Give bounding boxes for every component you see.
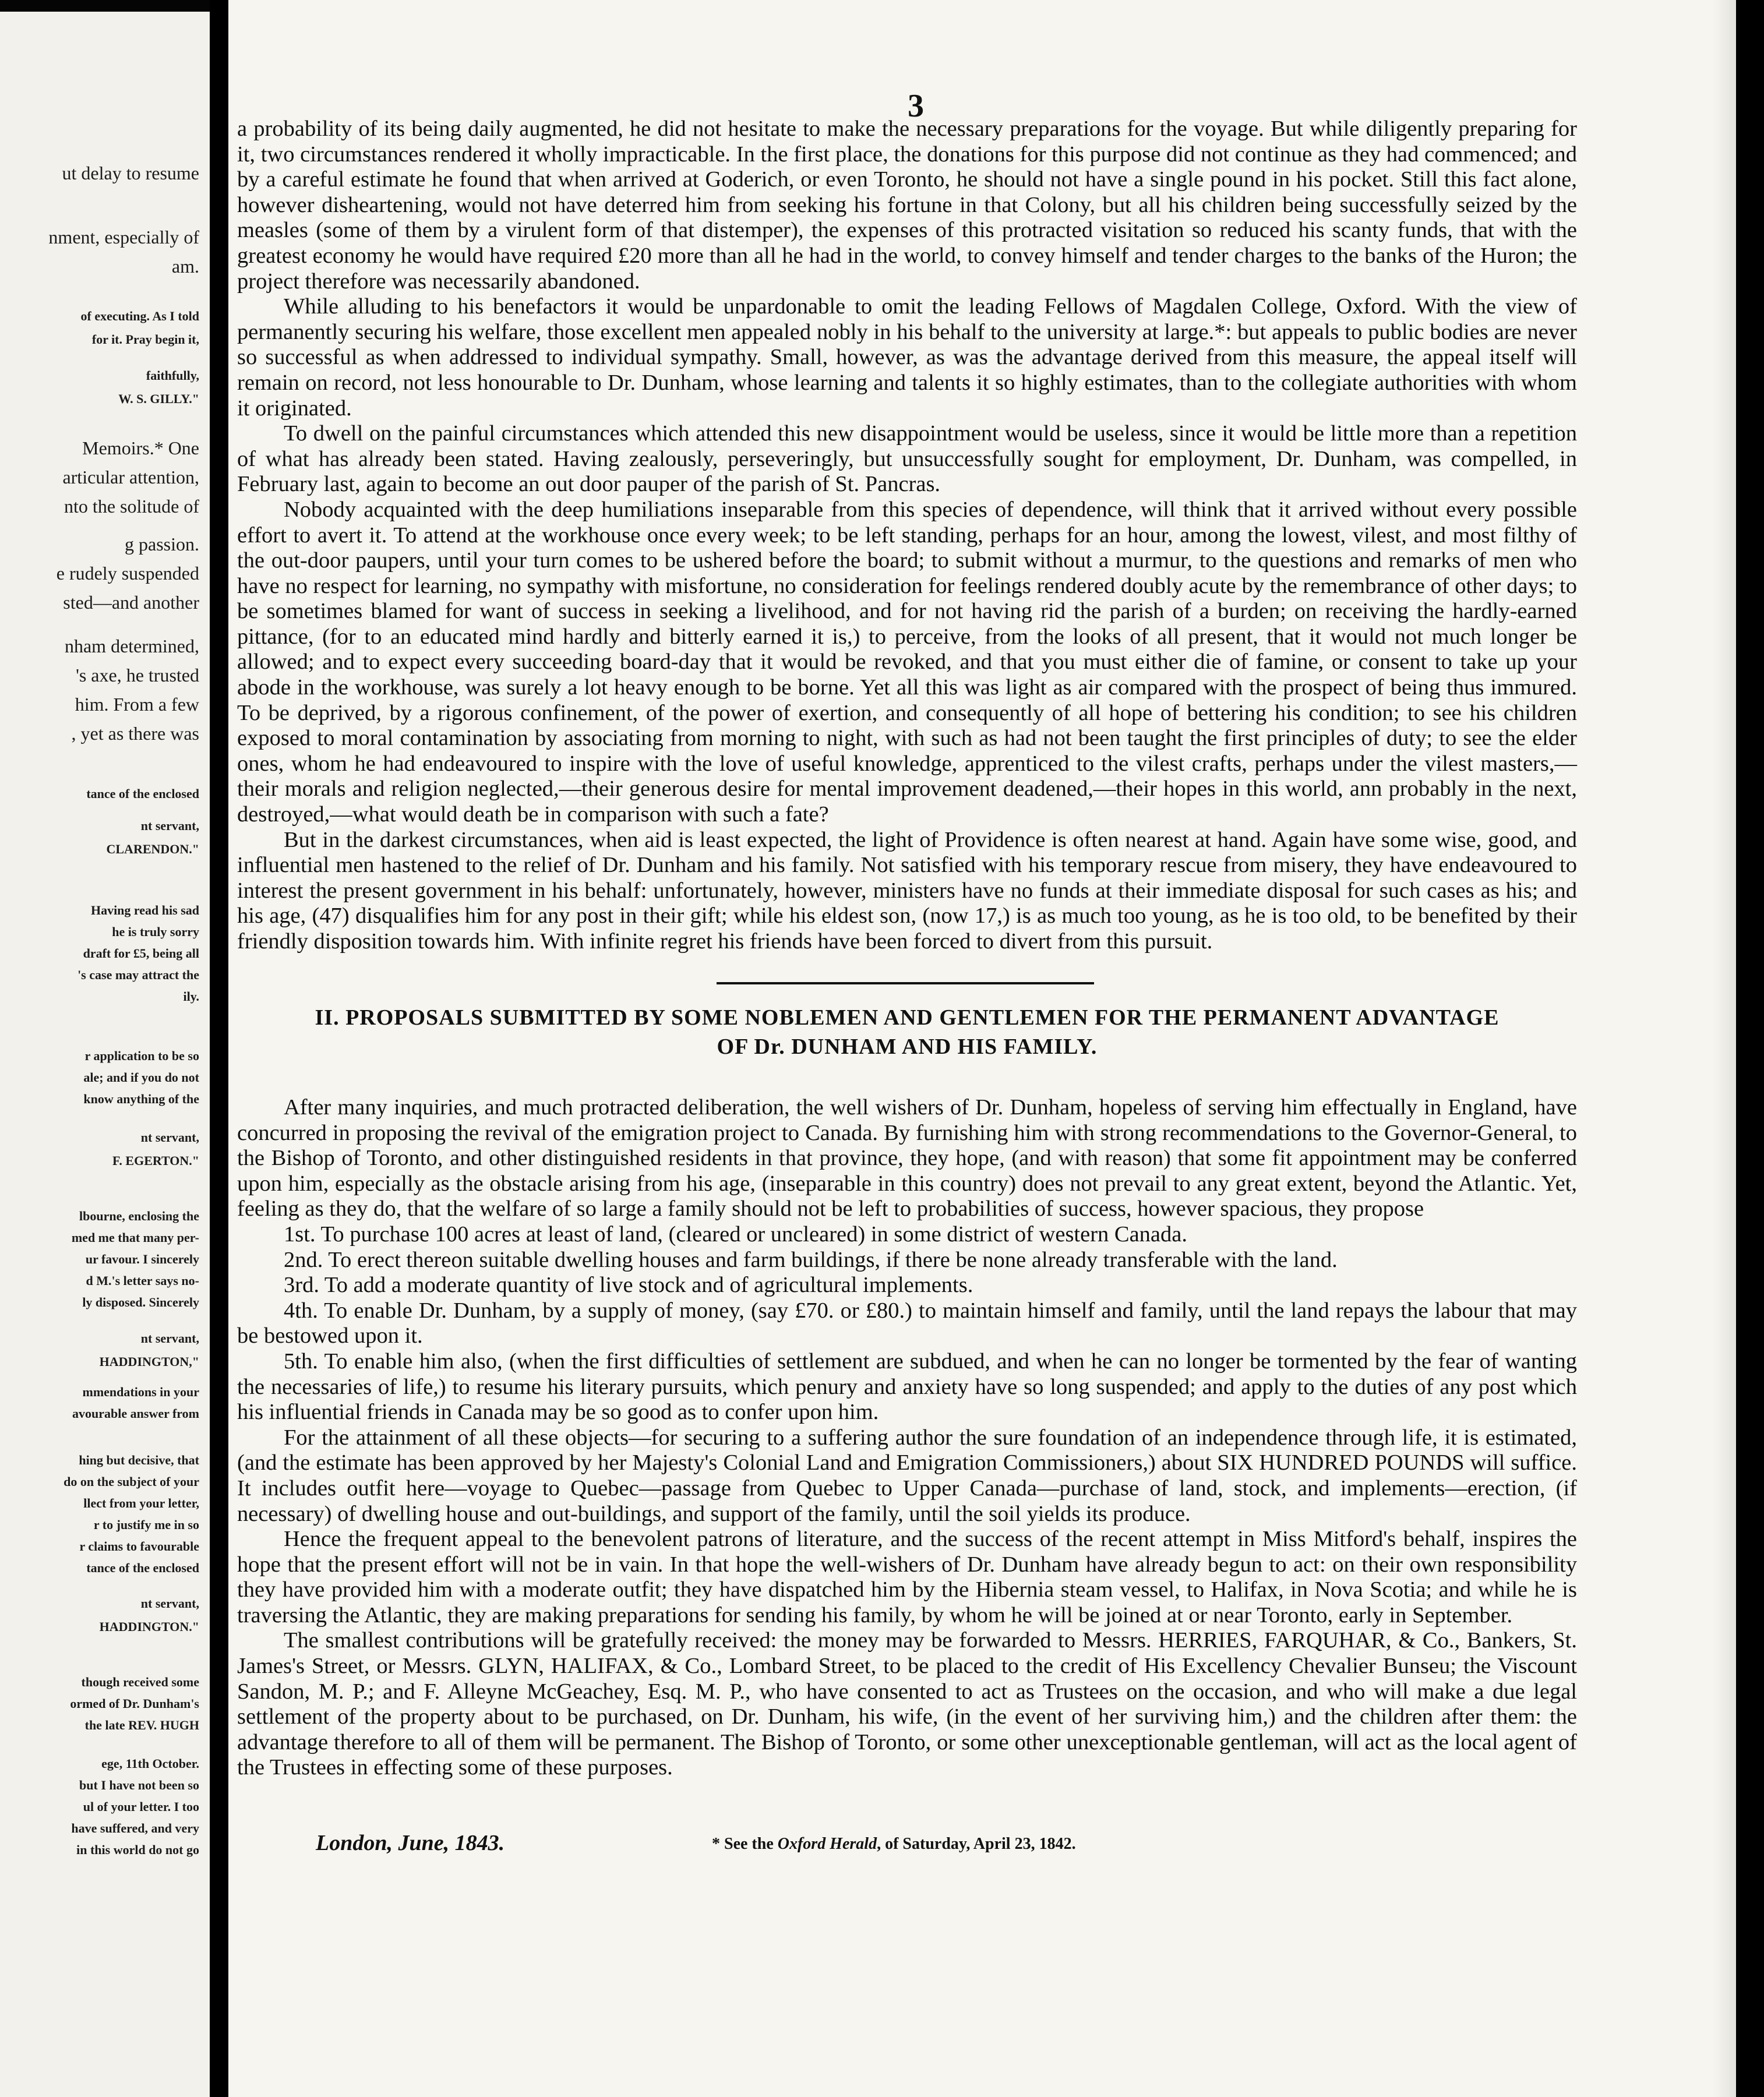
left-page-line: nt servant, [140, 1130, 199, 1145]
footnote-suffix: , of Saturday, April 23, 1842. [877, 1835, 1076, 1853]
section-divider [717, 982, 1094, 984]
left-page-line: r application to be so [84, 1048, 199, 1063]
proposals-intro: After many inquiries, and much protracted deliberation, the well wishers of Dr. Dunham, hopeless of serving him effectually in England, have concurred in proposing the revival of the emigration project to Canada. By furnishing him with strong recommendations to the Governor-General, to the Bishop of Toronto, and other distinguished residents in that province, they hope, (and with reason) that some fit appointment may be conferred upon him, especially as the obstacle arising from his age, (inseparable in this country) does not prevail to any great extent, beyond the Atlantic. Yet, feeling as they do, that the welfare of so large a family should not be left to probabilities of success, however spacious, they propose [237, 1095, 1577, 1222]
left-page-line: 's case may attract the [77, 968, 199, 982]
page-gutter [210, 0, 228, 2097]
left-page-line: articular attention, [62, 467, 199, 488]
left-page-line: do on the subject of your [63, 1474, 199, 1489]
left-page-line: r to justify me in so [93, 1517, 199, 1532]
left-page-line: ormed of Dr. Dunham's [70, 1696, 199, 1711]
closing-paragraph-1: For the attainment of all these objects—for securing to a suffering author the sure foundation of an independence through life, it is estimated, (and the estimate has been approved by her Majesty's Colonial Land and Emigration Commissioners,) about SIX HUNDRED POUNDS will suffice. It includes outfit here—voyage to Quebec—passage from Quebec to Upper Canada—purchase of land, stock, and implements—erection, (if necessary) of dwelling house and out-buildings, and support of the family, until the soil yields its produce. [237, 1425, 1577, 1526]
left-page-line: nment, especially of [48, 227, 199, 248]
left-page-line: e rudely suspended [56, 563, 199, 584]
left-page-line: in this world do not go [76, 1842, 199, 1857]
closing-paragraph-2: Hence the frequent appeal to the benevolent patrons of literature, and the success of the recent attempt in Miss Mitford's behalf, inspires the hope that the present effort will not be in vain. In that hope the well-wishers of Dr. Dunham have already begun to act: on their own responsibility they have provided him with a moderate outfit; they have dispatched him by the Hibernia steam vessel, to Halifax, in Nova Scotia; and while he is traversing the Atlantic, they are making preparations for sending his family, by whom he will be joined at or near Toronto, early in September. [237, 1527, 1577, 1628]
footnote [712, 1835, 1076, 1854]
left-page-line: lbourne, enclosing the [79, 1209, 199, 1223]
left-page-line: g passion. [125, 534, 199, 555]
paragraph-1: a probability of its being daily augmented, he did not hesitate to make the necessary preparations for the voyage. But while diligently preparing for it, two circumstances rendered it wholly impracticable. In the first place, the donations for this purpose did not continue as they had commenced; and by a careful estimate he found that when arrived at Goderich, or even Toronto, he should not have a single pound in his pocket. Still this fact alone, however disheartening, would not have deterred him from seeking his fortune in that Colony, but all his children being successfully seized by the measles (some of them by a virulent form of that distemper), the expenses of this protracted visitation so reduced his scanty funds, that with the greatest economy he would have required £20 more than all he had in the world, to convey himself and tender charges to the banks of the Huron; the project therefore was necessarily abandoned. [237, 116, 1577, 294]
paragraph-5: But in the darkest circumstances, when aid is least expected, the light of Providence is often nearest at hand. Again have some wise, good, and influential men hastened to the relief of Dr. Dunham and his family. Not satisfied with his temporary rescue from misery, they have endeavoured to interest the present government in his behalf: unfortunately, however, ministers have no funds at their immediate disposal for such cases as his; and his age, (47) disqualifies him for any post in their gift; while his eldest son, (now 17,) is as much too young, as he is too old, to be benefited by their friendly disposition towards him. With infinite regret his friends have been forced to divert from this pursuit. [237, 827, 1577, 954]
left-page-fragment [0, 12, 210, 2097]
left-page-line: mmendations in your [82, 1385, 199, 1399]
section-heading-line-1: II. PROPOSALS SUBMITTED BY SOME NOBLEMEN AND GENTLEMEN FOR THE PERMANENT ADVANTAGE [315, 1005, 1500, 1030]
left-page-line: nto the solitude of [64, 496, 199, 517]
left-page-line: hing but decisive, that [79, 1453, 199, 1467]
left-page-line: d M.'s letter says no- [86, 1273, 199, 1288]
footnote-prefix: * See the [712, 1835, 778, 1853]
left-page-line: llect from your letter, [83, 1496, 199, 1510]
left-page-line: for it. Pray begin it, [91, 332, 199, 347]
proposal-item: 4th. To enable Dr. Dunham, by a supply of money, (say £70. or £80.) to maintain himself and family, until the land repays the labour that may be bestowed upon it. [237, 1298, 1577, 1348]
paragraph-2: While alluding to his benefactors it would be unpardonable to omit the leading Fellows of Magdalen College, Oxford. With the view of permanently securing his welfare, those excellent men appealed nobly in his behalf to the university at large.*: but appeals to public bodies are never so successful as when addressed to individual sympathy. Small, however, as was the advantage derived from this measure, the appeal itself will remain on record, not less honourable to Dr. Dunham, whose learning and talents it so highly estimates, than to the collegiate authorities with whom it originated. [237, 294, 1577, 421]
right-scan-border [1736, 0, 1764, 2097]
left-page-line: know anything of the [83, 1092, 199, 1106]
left-page-line: am. [171, 256, 199, 277]
left-page-line: ur favour. I sincerely [85, 1252, 199, 1266]
left-page-line: though received some [81, 1675, 199, 1689]
left-page-line: sted—and another [63, 592, 199, 613]
left-page-line: nt servant, [140, 818, 199, 833]
paragraph-4: Nobody acquainted with the deep humiliations inseparable from this species of dependence, will think that it arrived without every possible effort to avert it. To attend at the workhouse once every week; to be left standing, perhaps for an hour, among the lowest, vilest, and most filthy of the out-door paupers, until your turn comes to be ushered before the board; to submit without a murmur, to the questions and remarks of men who have no respect for learning, no sympathy with misfortune, no consideration for feelings rendered doubly acute by the remembrance of other days; to be sometimes blamed for want of success in seeking a livelihood, and for not having rid the parish of a burden; on receiving the hardly-earned pittance, (for to an educated mind hardly and bitterly earned it is,) to perceive, from the looks of all present, that it would not much longer be allowed; and to expect every succeeding board-day that it would be revoked, and that you must either die of famine, or consent to take up your abode in the workhouse, was surely a lot heavy enough to be borne. Yet all this was light as air compared with the prospect of being thus immured. To be deprived, by a rigorous confinement, of the power of exertion, and consequently of all hope of bettering his condition; to see his children exposed to moral contamination by associating from morning to night, with such as had not been taught the first principles of duty; to see the elder ones, whom he had endeavoured to inspire with the love of useful knowledge, apprenticed to the vilest crafts, perhaps under the vilest masters,—their morals and religion neglected,—their generous desire for mental improvement deadened,—their hopes in this world, ann probably in the next, destroyed,—what would death be in comparison with such a fate? [237, 497, 1577, 827]
left-page-line: of executing. As I told [80, 309, 199, 323]
paragraph-3: To dwell on the painful circumstances which attended this new disappointment would be useless, since it would be little more than a repetition of what has already been stated. Having zealously, perseveringly, but unsuccessfully sought for employment, Dr. Dunham, was compelled, in February last, again to become an out door pauper of the parish of St. Pancras. [237, 421, 1577, 497]
page-edge-shadow [1713, 0, 1736, 2097]
signoff-date: London, June, 1843. [316, 1831, 505, 1855]
left-page-line: HADDINGTON." [99, 1619, 199, 1634]
section-heading [237, 1003, 1577, 1061]
proposal-item: 2nd. To erect thereon suitable dwelling houses and farm buildings, if there be none already transferable with the land. [284, 1247, 1338, 1272]
left-page-line: tance of the enclosed [86, 786, 199, 801]
left-page-line: nt servant, [140, 1331, 199, 1346]
left-page-line: draft for £5, being all [83, 946, 199, 961]
proposal-item: 1st. To purchase 100 acres at least of land, (cleared or uncleared) in some district of western Canada. [284, 1222, 1187, 1247]
proposals-text [237, 1095, 1577, 1781]
main-page [228, 0, 1764, 2097]
left-page-line: Having read his sad [90, 903, 199, 917]
left-page-line: r claims to favourable [79, 1539, 199, 1554]
left-page-line: ul of your letter. I too [83, 1799, 199, 1814]
section-heading-line-2: OF Dr. DUNHAM AND HIS FAMILY. [717, 1035, 1098, 1059]
left-page-line: ly disposed. Sincerely [82, 1295, 199, 1309]
left-page-line: med me that many per- [71, 1230, 199, 1245]
body-text [237, 116, 1577, 955]
left-page-line: HADDINGTON," [99, 1354, 199, 1369]
left-page-line: F. EGERTON." [112, 1153, 199, 1168]
left-page-line: avourable answer from [72, 1406, 199, 1421]
left-page-line: ut delay to resume [62, 163, 199, 183]
footnote-source: Oxford Herald [777, 1835, 877, 1853]
left-page-line: but I have not been so [79, 1778, 199, 1792]
left-page-line: ege, 11th October. [101, 1756, 199, 1771]
closing-paragraph-3: The smallest contributions will be gratefully received: the money may be forwarded to Messrs. HERRIES, FARQUHAR, & Co., Bankers, St. James's Street, or Messrs. GLYN, HALIFAX, & Co., Lombard Street, to be placed to the credit of His Excellency Chevalier Bunseu; the Viscount Sandon, M. P.; and F. Alleyne McGeachey, Esq. M. P., who have consented to act as Trustees on the occasion, and who will make a due legal settlement of the property about to be purchased, on Dr. Dunham, his wife, (in the event of her surviving him,) and the children after them: the advantage therefore to all of them will be permanent. The Bishop of Toronto, or some other unexceptionable gentleman, will act as the local agent of the Trustees in effecting some of these purposes. [237, 1628, 1577, 1780]
left-page-line: tance of the enclosed [86, 1561, 199, 1575]
left-page-line: , yet as there was [71, 723, 199, 744]
left-page-line: he is truly sorry [112, 924, 199, 939]
proposal-item: 5th. To enable him also, (when the first difficulties of settlement are subdued, and when he can no longer be tormented by the fear of wanting the necessaries of life,) to resume his literary pursuits, which penury and anxiety have so long suspended; and apply to the duties of any post which his influential friends in Canada may be so good as to confer upon him. [237, 1348, 1577, 1425]
left-page-line: nt servant, [140, 1596, 199, 1611]
left-page-line: ale; and if you do not [83, 1070, 199, 1085]
left-page-line: faithfully, [146, 368, 199, 383]
left-page-line: 's axe, he trusted [76, 665, 199, 686]
left-page-line: him. From a few [75, 694, 199, 715]
left-page-line: W. S. GILLY." [118, 391, 199, 406]
left-page-line: the late REV. HUGH [84, 1718, 199, 1732]
page-number: 3 [908, 88, 924, 124]
left-page-line: CLARENDON." [106, 842, 199, 856]
left-page-line: nham determined, [64, 636, 199, 656]
left-page-line: Memoirs.* One [82, 437, 199, 458]
left-page-line: ily. [183, 989, 199, 1004]
proposal-item: 3rd. To add a moderate quantity of live stock and of agricultural implements. [284, 1273, 973, 1298]
left-page-line: have suffered, and very [71, 1821, 199, 1835]
